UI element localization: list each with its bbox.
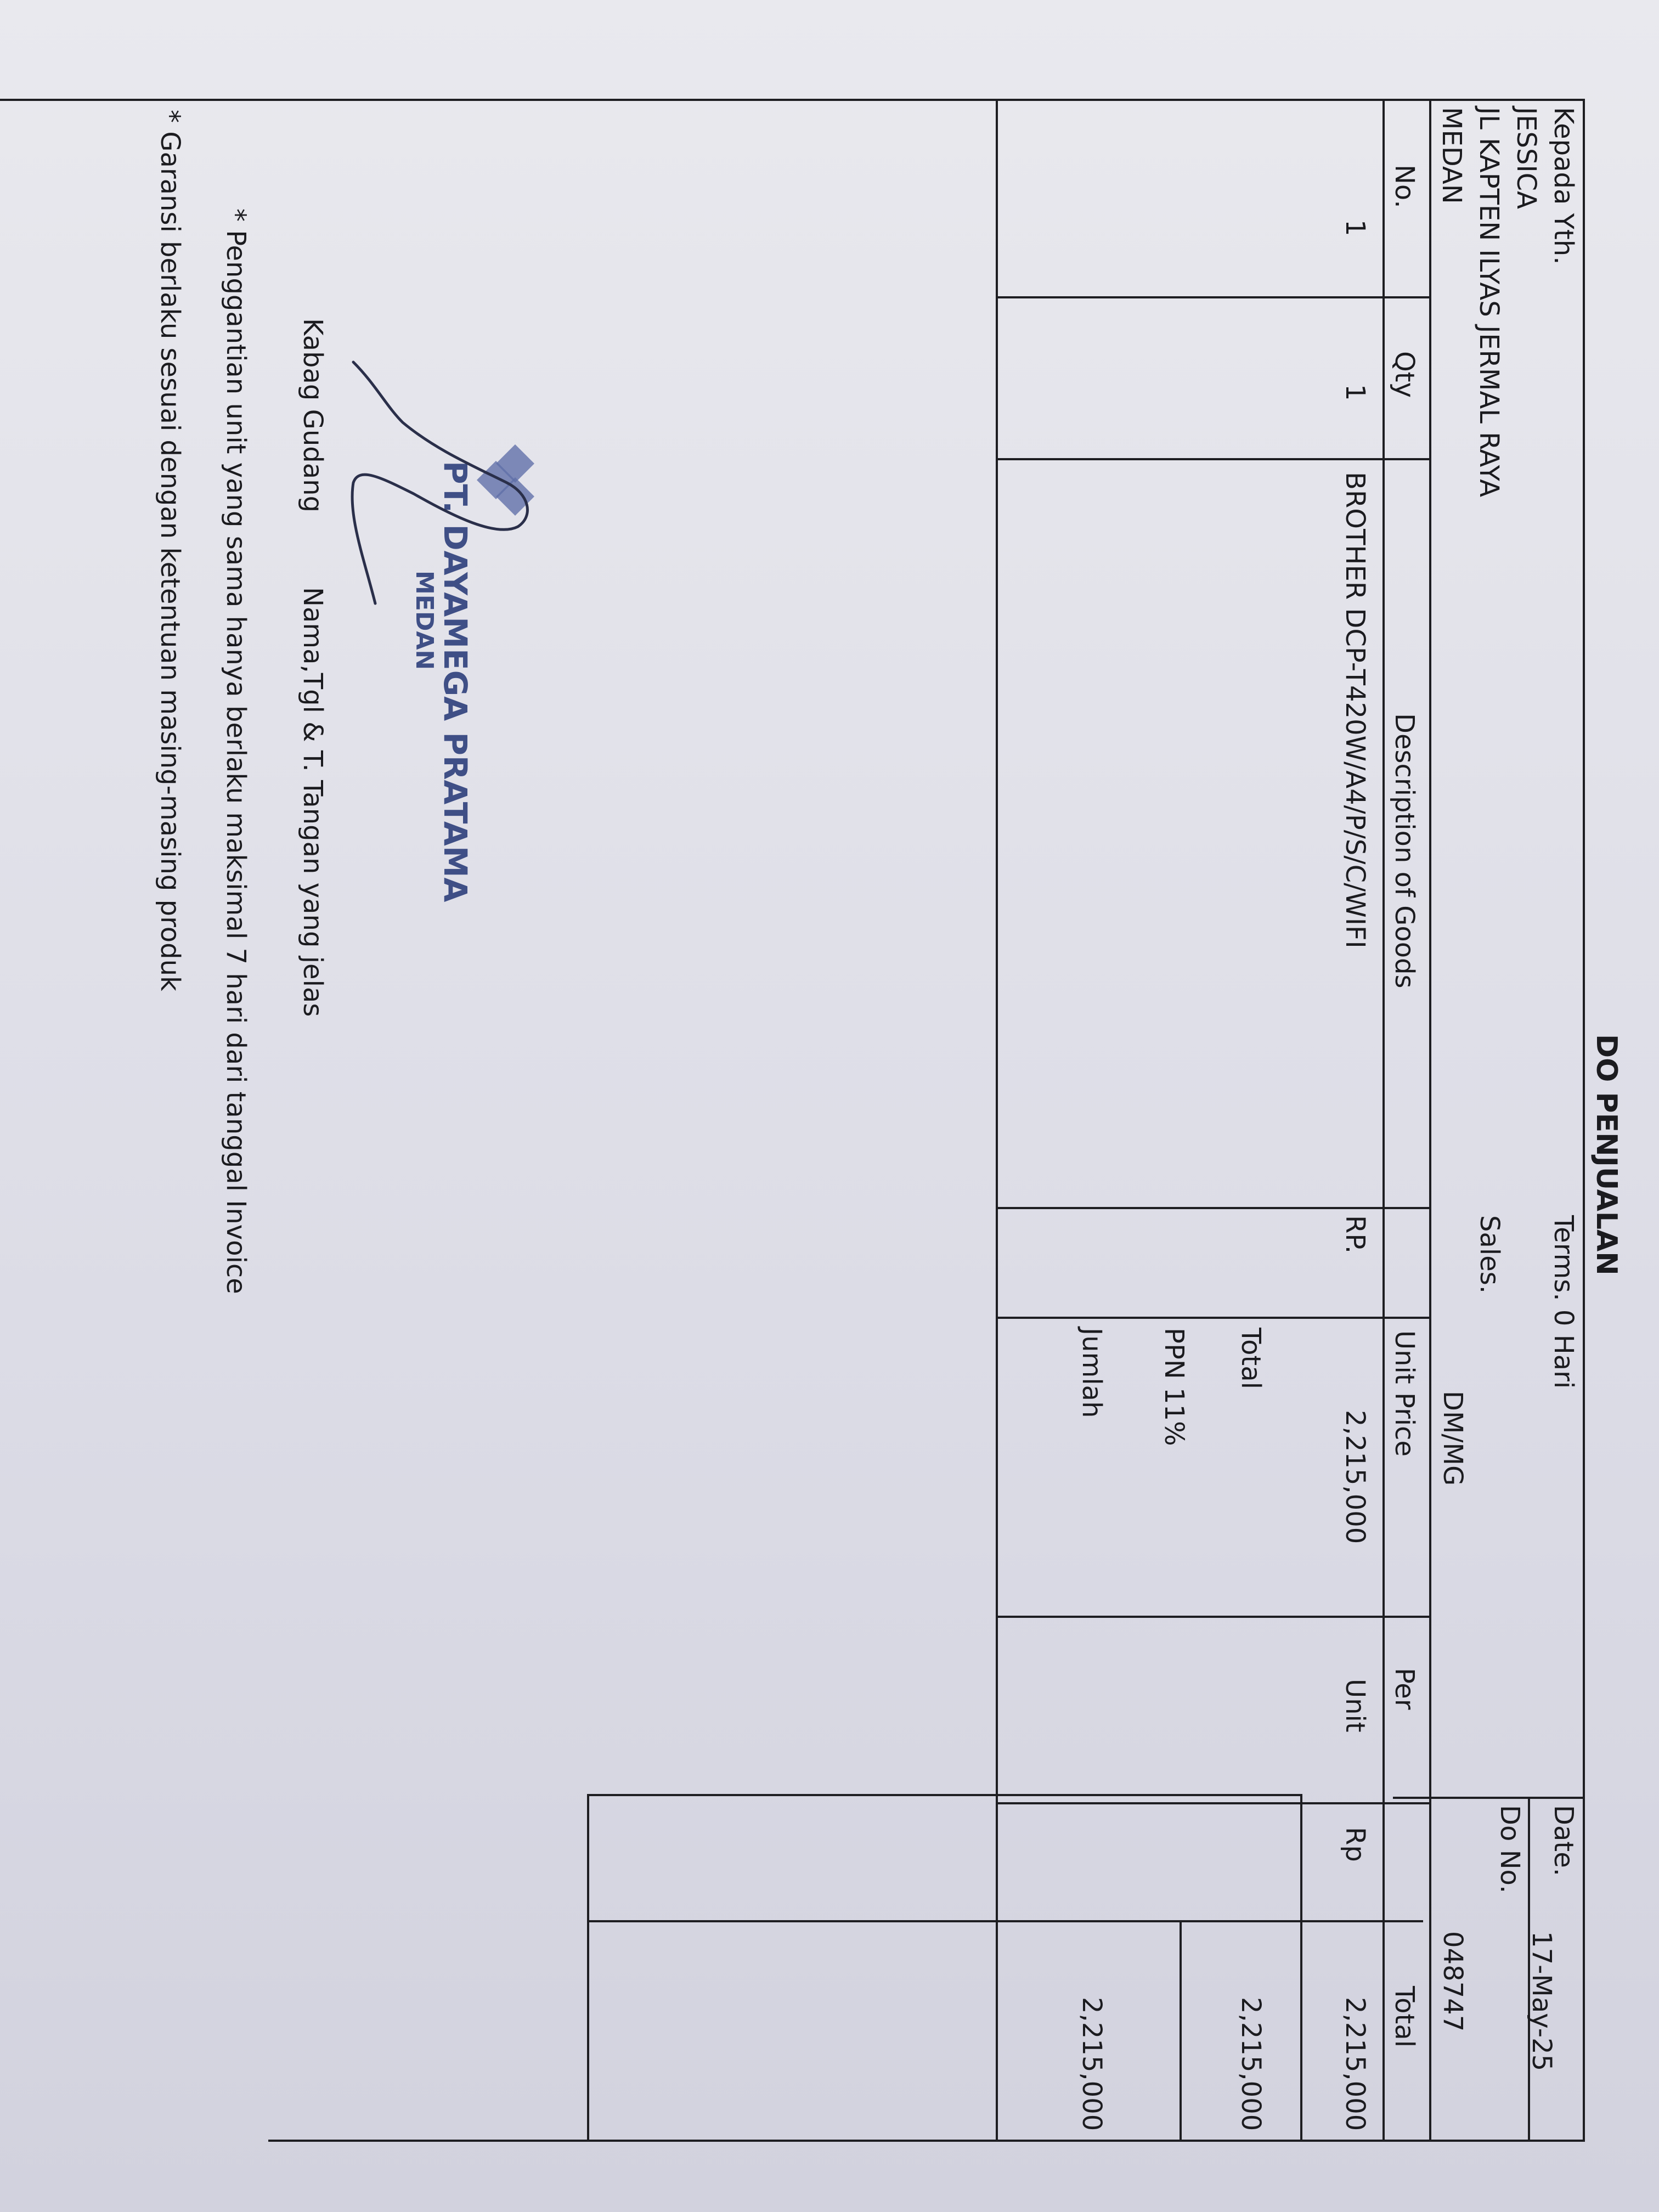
table-body-bottom-line [996, 99, 998, 2140]
summary-left-line [589, 1794, 1302, 1796]
header-date-divider [1393, 1797, 1585, 1799]
note-replacement: * Penggantian unit yang sama hanya berlaku maksimal 7 hari dari tanggal Invoice [221, 208, 251, 1294]
header-qty: Qty [1389, 351, 1420, 398]
col-divider-unit-price [998, 1616, 1431, 1618]
handwritten-signature [342, 340, 540, 625]
header-description: Description of Goods [1389, 713, 1420, 989]
sales-label: Sales. [1474, 1215, 1505, 1294]
col-divider-total [589, 1920, 1423, 1922]
summary-jumlah-value: 2,215,000 [1076, 1997, 1107, 2131]
header-top-line [1583, 99, 1585, 2140]
summary-bottom-line [587, 1794, 589, 2140]
stamp-company-name: PT. DAYAMEGA PRATAMA [437, 461, 474, 902]
signature-role: Kabag Gudang [297, 318, 328, 513]
summary-total-label: Total [1235, 1328, 1266, 1390]
summary-inner-line [1180, 1920, 1182, 2140]
date-value: 17-May-25 [1526, 1931, 1557, 2072]
table-header-bottom-line [1383, 99, 1385, 2140]
summary-top-line [1300, 1794, 1302, 2140]
summary-ppn-label: PPN 11% [1159, 1328, 1189, 1446]
recipient-name: JESSICA [1511, 107, 1542, 209]
table-right-line [268, 2140, 1585, 2142]
header-total: Total [1389, 1986, 1420, 2048]
document-title: DO PENJUALAN [1590, 1034, 1623, 1276]
table-header-top-line [1429, 99, 1431, 2140]
recipient-address: JL KAPTEN ILYAS JERMAL RAYA [1474, 107, 1504, 498]
stamp-city: MEDAN [410, 571, 438, 670]
col-divider-desc [998, 1207, 1431, 1209]
row-unit-price: 2,215,000 [1340, 1410, 1370, 1544]
header-unit-price: Unit Price [1389, 1330, 1420, 1457]
do-no-value: 048747 [1437, 1931, 1468, 2032]
row-no: 1 [1340, 219, 1370, 236]
recipient-city: MEDAN [1436, 107, 1467, 204]
summary-total-value: 2,215,000 [1235, 1997, 1266, 2131]
header-no: No. [1389, 165, 1420, 208]
row-per: Unit [1340, 1679, 1370, 1733]
col-divider-no [998, 296, 1431, 298]
col-divider-currency [998, 1317, 1431, 1319]
recipient-label: Kepada Yth. [1548, 107, 1579, 265]
note-warranty: * Garansi berlaku sesuai dengan ketentuan masing-masing produk [155, 110, 185, 991]
date-label: Date. [1548, 1805, 1579, 1876]
sales-value: DM/MG [1437, 1391, 1468, 1486]
row-description: BROTHER DCP-T420W/A4/P/S/C/WIFI [1340, 472, 1370, 949]
row-total-currency: Rp [1340, 1827, 1370, 1862]
summary-jumlah-label: Jumlah [1076, 1328, 1107, 1418]
terms-text: Terms. 0 Hari [1548, 1215, 1579, 1389]
col-divider-per [998, 1802, 1431, 1804]
header-per: Per [1389, 1668, 1420, 1710]
row-qty: 1 [1340, 384, 1370, 401]
header-left-line [0, 99, 1585, 101]
col-divider-qty [998, 458, 1431, 460]
signature-instruction: Nama,Tgl & T. Tangan yang jelas [297, 587, 328, 1017]
row-total: 2,215,000 [1340, 1997, 1370, 2131]
row-currency: RP. [1340, 1215, 1370, 1254]
do-no-label: Do No. [1494, 1805, 1525, 1894]
